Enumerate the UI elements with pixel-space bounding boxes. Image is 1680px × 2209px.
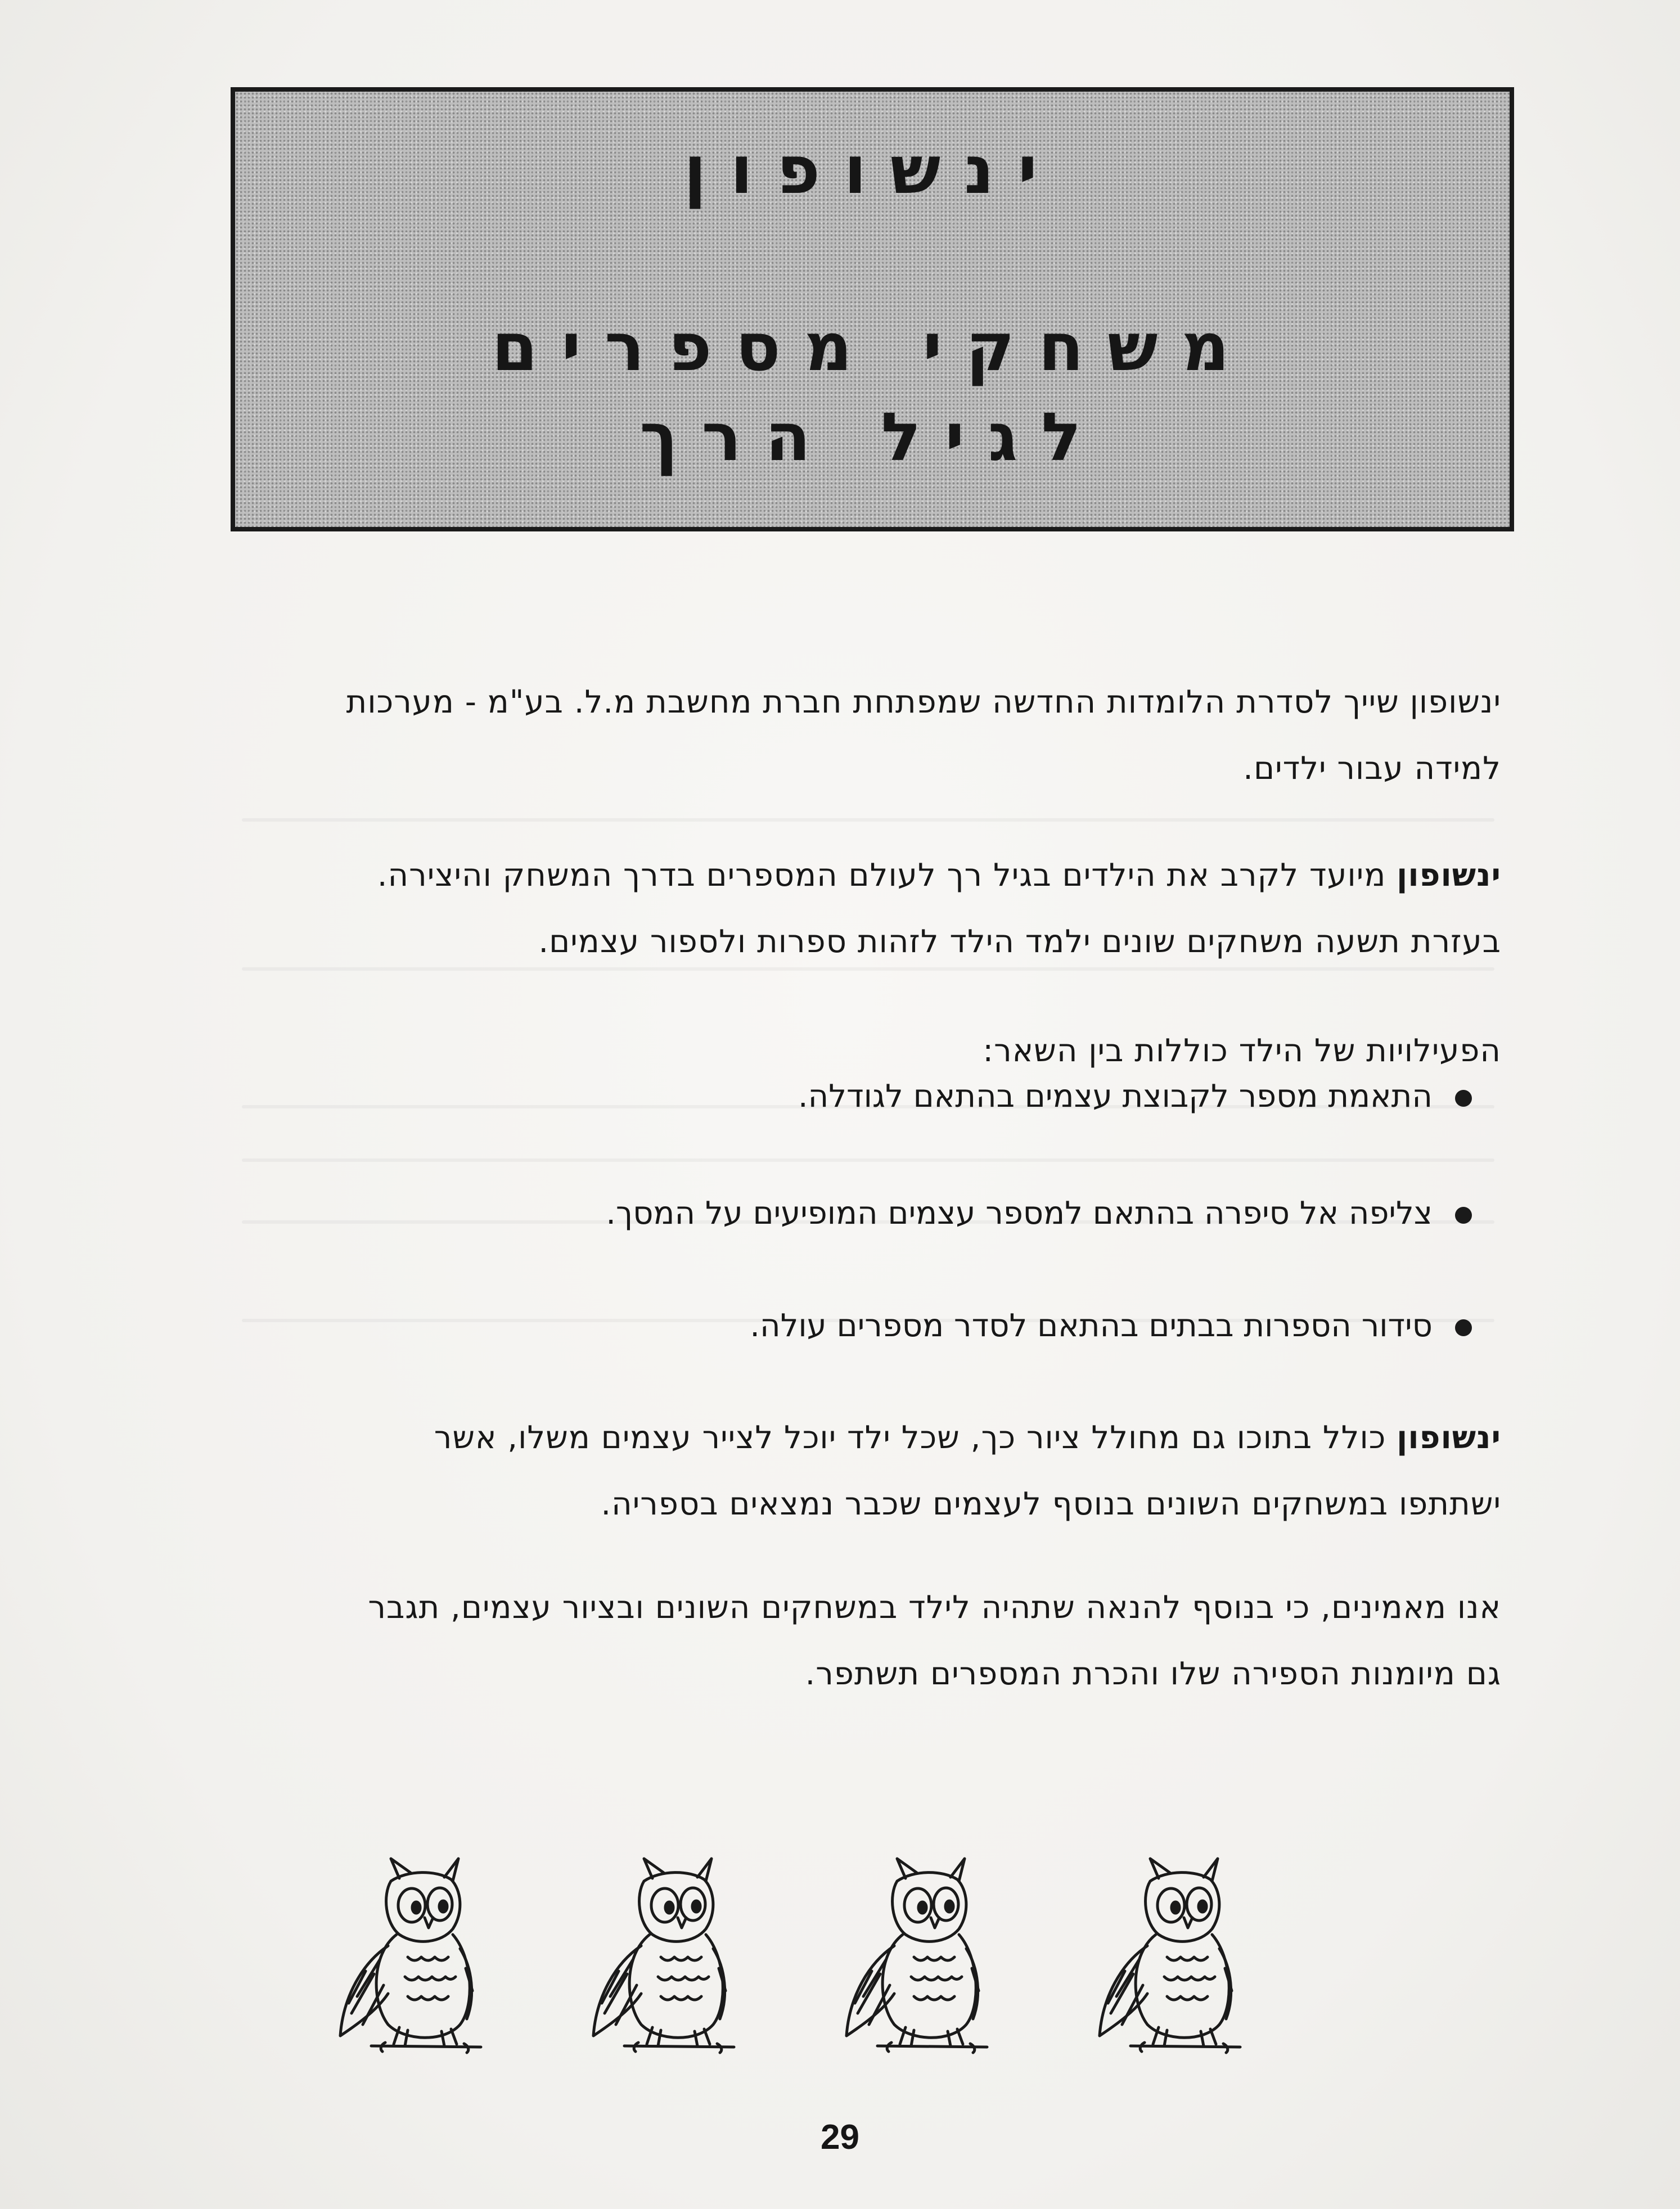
title-app-name: ינשופון (683, 131, 1061, 209)
owl-icon (838, 1856, 996, 2058)
paragraph-belief (235, 1575, 1501, 1707)
paragraph-purpose-line-1-text: מיועד לקרב את הילדים בגיל רך לעולם המספרים בדרך המשחק והיצירה. (377, 857, 1397, 894)
list-item (606, 1191, 1472, 1236)
paragraph-drawing-line-1 (235, 1405, 1501, 1471)
paragraph-purpose (235, 842, 1501, 975)
list-item-text: צליפה אל סיפרה בהתאם למספר עצמים המופיעים על המסך. (606, 1195, 1433, 1232)
list-item-text: סידור הספרות בבתים בהתאם לסדר מספרים עולה. (750, 1308, 1433, 1344)
paragraph-intro (235, 669, 1501, 802)
bullet-icon (1455, 1090, 1472, 1107)
bleed-through-line (242, 818, 1494, 822)
bullet-icon (1455, 1207, 1472, 1224)
paragraph-purpose-line-1 (235, 842, 1501, 909)
bleed-through-line (242, 1158, 1494, 1162)
title-subtitle: משחקי מספרים (492, 308, 1253, 386)
bullet-icon (1455, 1319, 1472, 1336)
paragraph-belief-line-1: אנו מאמינים, כי בנוסף להנאה שתהיה לילד במשחקים השונים ובציור עצמים, תגבר (368, 1589, 1501, 1626)
paragraph-purpose-line-2: בעזרת תשעה משחקים שונים ילמד הילד לזהות ספרות ולספור עצמים. (538, 923, 1501, 960)
paragraph-intro-line-2: למידה עבור ילדים. (1243, 750, 1501, 787)
page-number: 29 (821, 2118, 859, 2157)
list-item (750, 1304, 1472, 1349)
title-age-group: לגיל הרך (639, 398, 1105, 476)
owl-icon (1091, 1856, 1249, 2058)
product-name-bold: ינשופון (1397, 1419, 1501, 1456)
paragraph-drawing (235, 1405, 1501, 1538)
title-box (231, 87, 1514, 531)
owl-illustration-row (332, 1856, 1333, 2058)
list-item (798, 1074, 1472, 1119)
owl-icon (332, 1856, 489, 2058)
paragraph-drawing-line-1-text: כולל בתוכו גם מחולל ציור כך, שכל ילד יוכל לצייר עצמים משלו, אשר (434, 1419, 1397, 1456)
paragraph-belief-line-2: גם מיומנות הספירה שלו והכרת המספרים תשתפר. (805, 1656, 1501, 1692)
owl-icon (585, 1856, 742, 2058)
activities-intro-text: הפעילויות של הילד כוללות בין השאר: (983, 1033, 1501, 1069)
paragraph-intro-line-1: ינשופון שייך לסדרת הלומדות החדשה שמפתחת חברת מחשבת מ.ל. בע"מ - מערכות (346, 684, 1501, 720)
paragraph-drawing-line-2: ישתתפו במשחקים השונים בנוסף לעצמים שכבר נמצאים בספריה. (601, 1486, 1501, 1522)
list-item-text: התאמת מספר לקבוצת עצמים בהתאם לגודלה. (798, 1078, 1433, 1115)
product-name-bold: ינשופון (1397, 857, 1501, 894)
